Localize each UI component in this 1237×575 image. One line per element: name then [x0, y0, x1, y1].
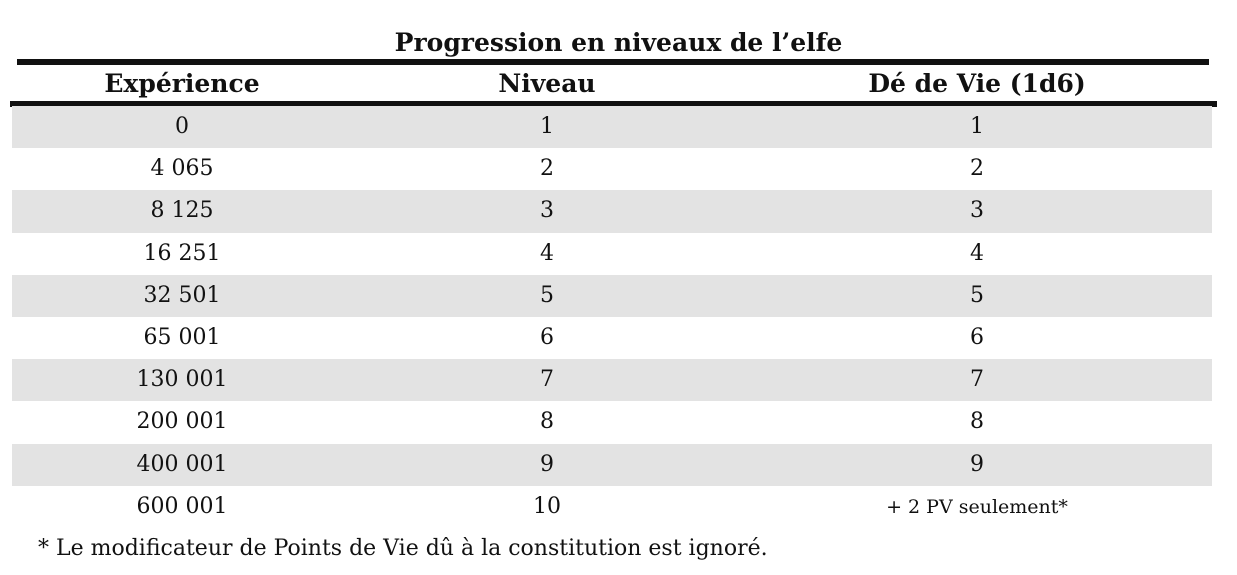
cell-experience: 0	[175, 114, 189, 139]
cell-niveau: 8	[540, 409, 554, 435]
cell-de-de-vie: 7	[970, 367, 984, 393]
table-title: Progression en niveaux de l’elfe	[394, 28, 843, 57]
table-row	[12, 148, 1212, 190]
cell-niveau: 3	[540, 198, 554, 224]
cell-de-de-vie: 5	[970, 282, 984, 308]
cell-de-de-vie: + 2 PV seulement*	[886, 495, 1068, 518]
cell-experience: 4 065	[150, 156, 214, 182]
cell-niveau: 2	[540, 156, 554, 182]
cell-de-de-vie: 6	[970, 324, 984, 350]
cell-experience: 600 001	[136, 493, 228, 519]
table-row	[12, 401, 1212, 443]
cell-experience: 130 001	[136, 367, 228, 393]
header-niveau: Niveau	[498, 69, 596, 98]
footnote: * Le modificateur de Points de Vie dû à la constitution est ignoré.	[38, 536, 768, 561]
cell-niveau: 4	[540, 240, 554, 266]
table-row	[12, 233, 1212, 275]
cell-niveau: 6	[540, 324, 554, 350]
cell-niveau: 5	[540, 282, 554, 308]
cell-experience: 200 001	[136, 409, 228, 435]
table-row	[12, 486, 1212, 528]
header-de-de-vie: Dé de Vie (1d6)	[868, 69, 1086, 98]
table-row	[12, 190, 1212, 232]
cell-niveau: 9	[540, 451, 554, 477]
cell-de-de-vie: 3	[970, 198, 984, 224]
cell-niveau: 1	[540, 114, 554, 139]
header-experience: Expérience	[104, 69, 260, 98]
cell-niveau: 10	[533, 493, 561, 519]
cell-experience: 16 251	[143, 240, 221, 266]
cell-experience: 65 001	[143, 324, 221, 350]
cell-de-de-vie: 8	[970, 409, 984, 435]
table-row	[12, 275, 1212, 317]
cell-de-de-vie: 1	[970, 114, 984, 139]
table-row	[12, 444, 1212, 486]
table-row	[12, 359, 1212, 401]
cell-de-de-vie: 2	[970, 156, 984, 182]
cell-niveau: 7	[540, 367, 554, 393]
table-row	[12, 106, 1212, 148]
cell-experience: 8 125	[150, 198, 214, 224]
cell-experience: 400 001	[136, 451, 228, 477]
cell-de-de-vie: 4	[970, 240, 984, 266]
cell-de-de-vie: 9	[970, 451, 984, 477]
cell-experience: 32 501	[143, 282, 221, 308]
table-row	[12, 317, 1212, 359]
table-body	[12, 106, 1212, 528]
